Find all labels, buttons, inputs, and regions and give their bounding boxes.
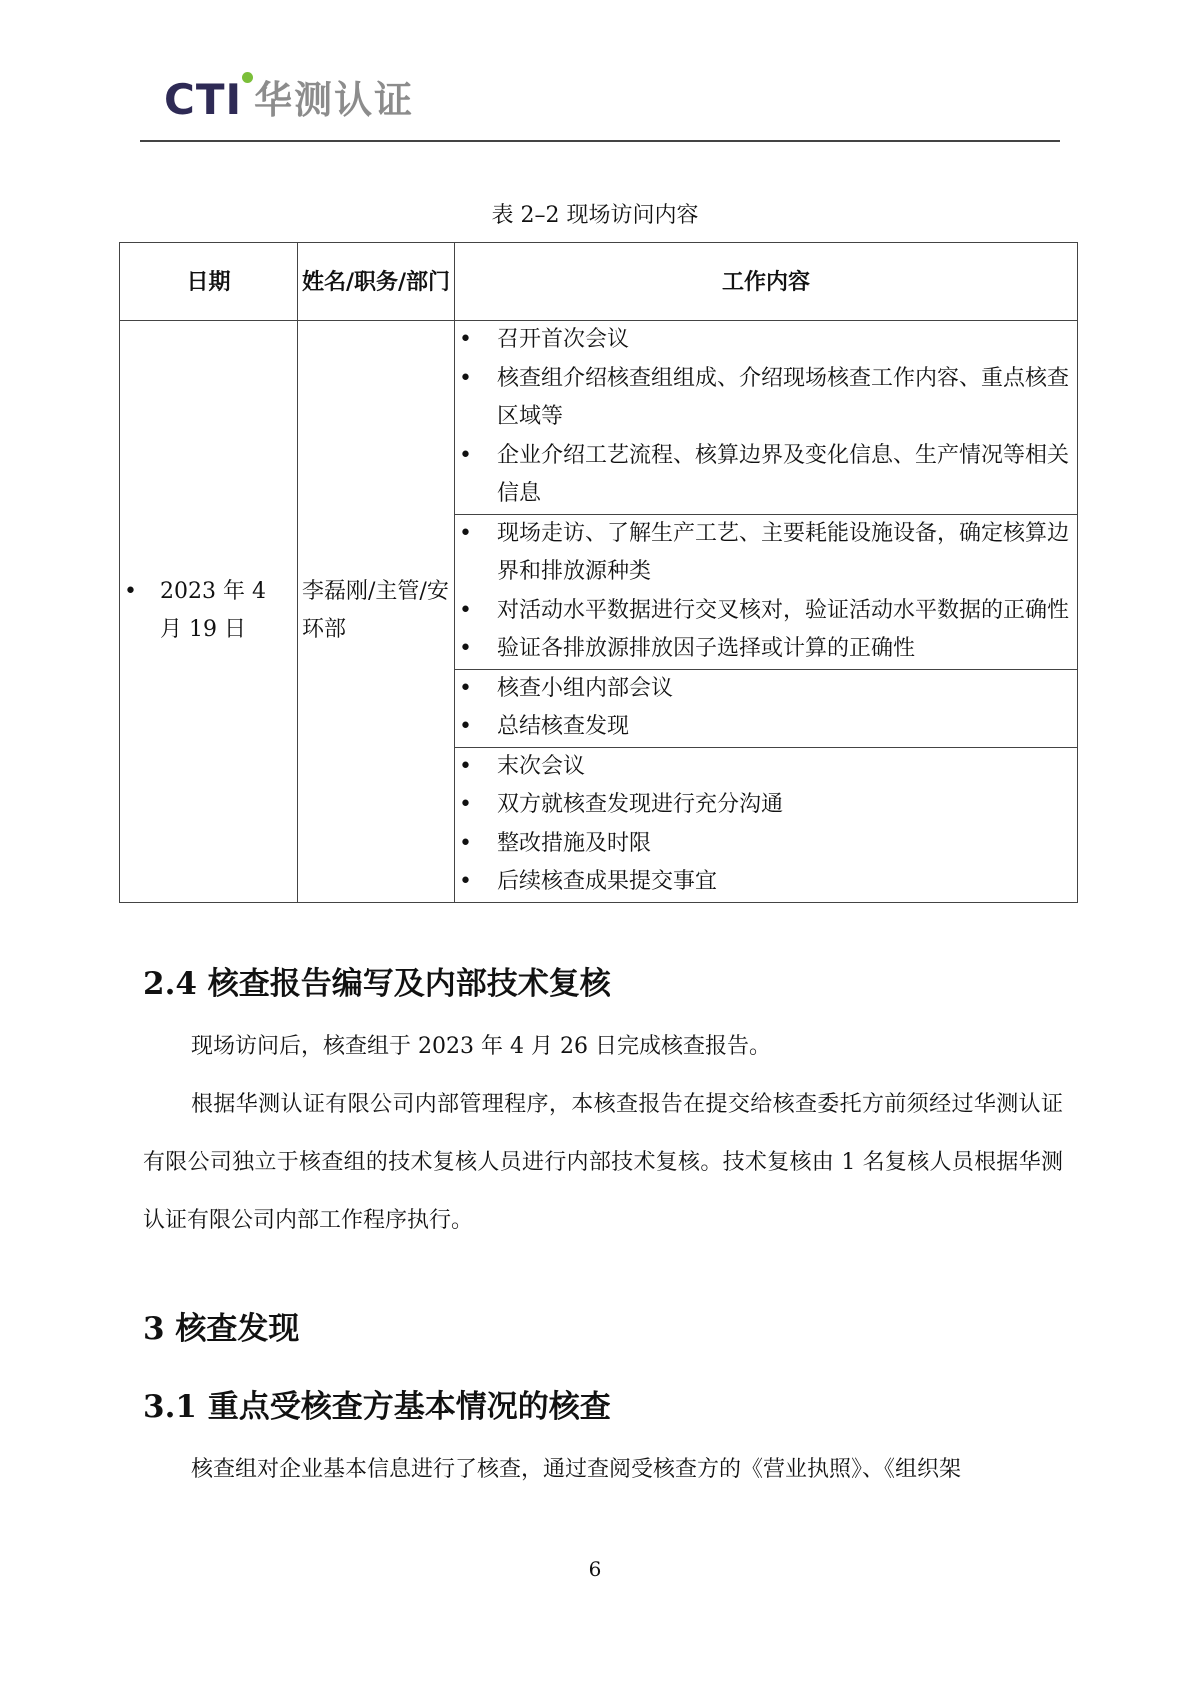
- logo-dot-icon: [242, 72, 253, 83]
- page-number: 6: [588, 1557, 602, 1581]
- table-caption: 表 2–2 现场访问内容: [491, 203, 699, 228]
- header-person: 姓名/职务/部门: [298, 243, 455, 321]
- section-2-4-paragraph-2: 根据华测认证有限公司内部管理程序，本核查报告在提交给核查委托方前须经过华测认证有限公司独立于核查组的技术复核人员进行内部技术复核。技术复核由 1 名复核人员根据华测认证有限公司内部工作程序执行。: [143, 1092, 1063, 1233]
- section-3-1-title: 3.1 重点受核查方基本情况的核查: [143, 1389, 611, 1425]
- page-header: [140, 70, 1060, 142]
- list-item: • 验证各排放源排放因子选择或计算的正确性: [455, 630, 1077, 669]
- company-logo: [164, 76, 414, 124]
- list-item: • 现场走访、了解生产工艺、主要耗能设施设备，确定核算边界和排放源种类: [455, 515, 1077, 592]
- list-item: • 整改措施及时限: [455, 825, 1077, 864]
- date-cell: [120, 321, 298, 903]
- section-2-4-paragraph-1: 现场访问后，核查组于 2023 年 4 月 26 日完成核查报告。: [191, 1034, 771, 1059]
- list-item: • 双方就核查发现进行充分沟通: [455, 786, 1077, 825]
- section-3-1-paragraph-1: 核查组对企业基本信息进行了核查，通过查阅受核查方的《营业执照》、《组织架: [191, 1457, 962, 1482]
- list-item: • 末次会议: [455, 748, 1077, 787]
- logo-cn-text: 华测认证: [254, 78, 415, 122]
- work-group-3: [455, 669, 1078, 747]
- work-group-4: [455, 747, 1078, 902]
- date-value: • 2023 年 4 月 19 日: [120, 573, 297, 650]
- section-3-title: 3 核查发现: [143, 1311, 300, 1347]
- table-header-row: [120, 243, 1078, 321]
- person-cell: 李磊刚/主管/安环部: [298, 321, 455, 903]
- list-item: • 企业介绍工艺流程、核算边界及变化信息、生产情况等相关信息: [455, 437, 1077, 514]
- list-item: • 总结核查发现: [455, 708, 1077, 747]
- section-2-4-title: 2.4 核查报告编写及内部技术复核: [143, 966, 611, 1002]
- work-group-2: [455, 514, 1078, 669]
- header-date: 日期: [120, 243, 298, 321]
- header-work: 工作内容: [455, 243, 1078, 321]
- list-item: • 对活动水平数据进行交叉核对，验证活动水平数据的正确性: [455, 592, 1077, 631]
- logo-cti-text: CTI: [164, 75, 243, 124]
- list-item: • 核查小组内部会议: [455, 670, 1077, 709]
- work-group-1: [455, 321, 1078, 515]
- list-item: • 召开首次会议: [455, 321, 1077, 360]
- site-visit-table: [119, 242, 1078, 903]
- list-item: • 后续核查成果提交事宜: [455, 863, 1077, 902]
- list-item: • 核查组介绍核查组组成、介绍现场核查工作内容、重点核查区域等: [455, 360, 1077, 437]
- table-row: [120, 321, 1078, 515]
